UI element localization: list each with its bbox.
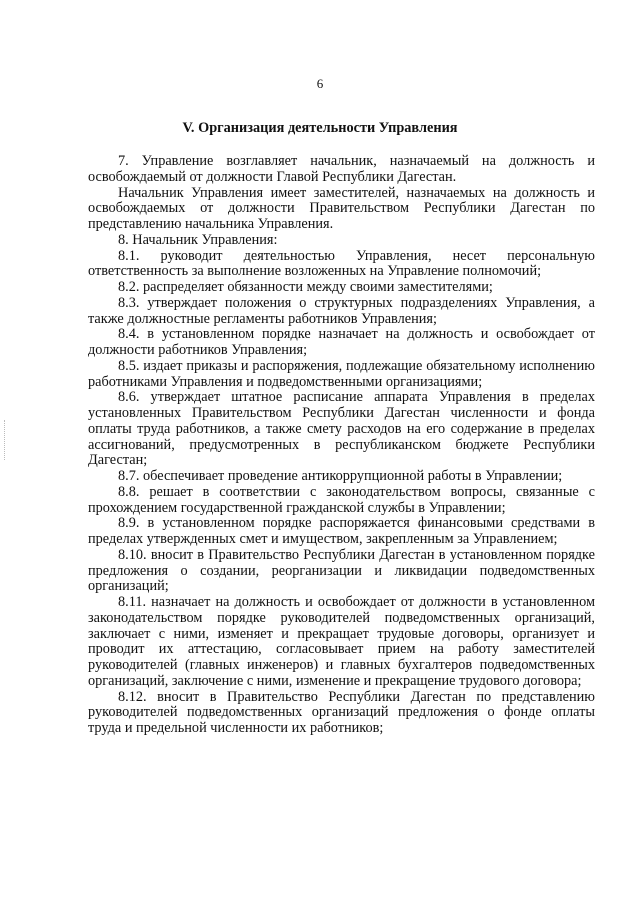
paragraph-8-3: 8.3. утверждает положения о структурных подразделениях Управления, а также должностные регламенты работников Управления; <box>88 294 595 327</box>
paragraph-8-12: 8.12. вносит в Правительство Республики Дагестан по представлению руководителей подведомственных организаций предложения о фонде оплаты труда и предельной численности их работников; <box>88 688 595 736</box>
page-number: 6 <box>316 76 324 91</box>
paragraph-8-11: 8.11. назначает на должность и освобождает от должности в установленном законодательством порядке руководителей подведомственных организаций, заключает с ними, изменяет и прекращает трудовые договоры, организует и проводит их аттестацию, согласовывает прием на работу заместителей руководителей (главных инженеров) и главных бухгалтеров подведомственных организаций, заключение с ними, изменение и прекращение трудового договора; <box>88 594 595 689</box>
paragraph-deputies: Начальник Управления имеет заместителей, назначаемых на должность и освобождаемых от должности Правительством Республики Дагестан по представлению начальника Управления. <box>88 184 595 232</box>
paragraph-8-10: 8.10. вносит в Правительство Республики Дагестан в установленном порядке предложения о создании, реорганизации и ликвидации подведомственных организаций; <box>88 546 595 595</box>
paragraph-8-8: 8.8. решает в соответствии с законодательством вопросы, связанные с прохождением государственной гражданской службы в Управлении; <box>88 483 595 516</box>
paragraph-8-7: 8.7. обеспечивает проведение антикоррупционной работы в Управлении; <box>118 468 563 484</box>
section-title: V. Организация деятельности Управления <box>182 120 458 136</box>
paragraph-7: 7. Управление возглавляет начальник, назначаемый на должность и освобождаемый от должности Главой Республики Дагестан. <box>88 153 595 185</box>
paragraph-8-4: 8.4. в установленном порядке назначает на должность и освобождает от должности работников Управления; <box>88 326 595 358</box>
paragraph-8: 8. Начальник Управления: <box>118 231 278 248</box>
paragraph-8-9: 8.9. в установленном порядке распоряжается финансовыми средствами в пределах утвержденных смет и имуществом, закрепленным за Управлением; <box>88 515 595 547</box>
document-body <box>88 154 595 737</box>
paragraph-8-5: 8.5. издает приказы и распоряжения, подлежащие обязательному исполнению работниками Управления и подведомственными организациями; <box>88 357 595 390</box>
paragraph-8-6: 8.6. утверждает штатное расписание аппарата Управления в пределах установленных Правительством Республики Дагестан численности и фонда оплаты труда работников, а также смету расходов на его содержание в пределах ассигнований, предусмотренных в республиканском бюджете Республики Дагестан; <box>88 389 595 469</box>
paragraph-8-1: 8.1. руководит деятельностью Управления, несет персональную ответственность за выполнение возложенных на Управление полномочий; <box>88 247 595 280</box>
paragraph-8-2: 8.2. распределяет обязанности между своими заместителями; <box>118 279 493 295</box>
scan-margin-mark <box>4 420 6 460</box>
